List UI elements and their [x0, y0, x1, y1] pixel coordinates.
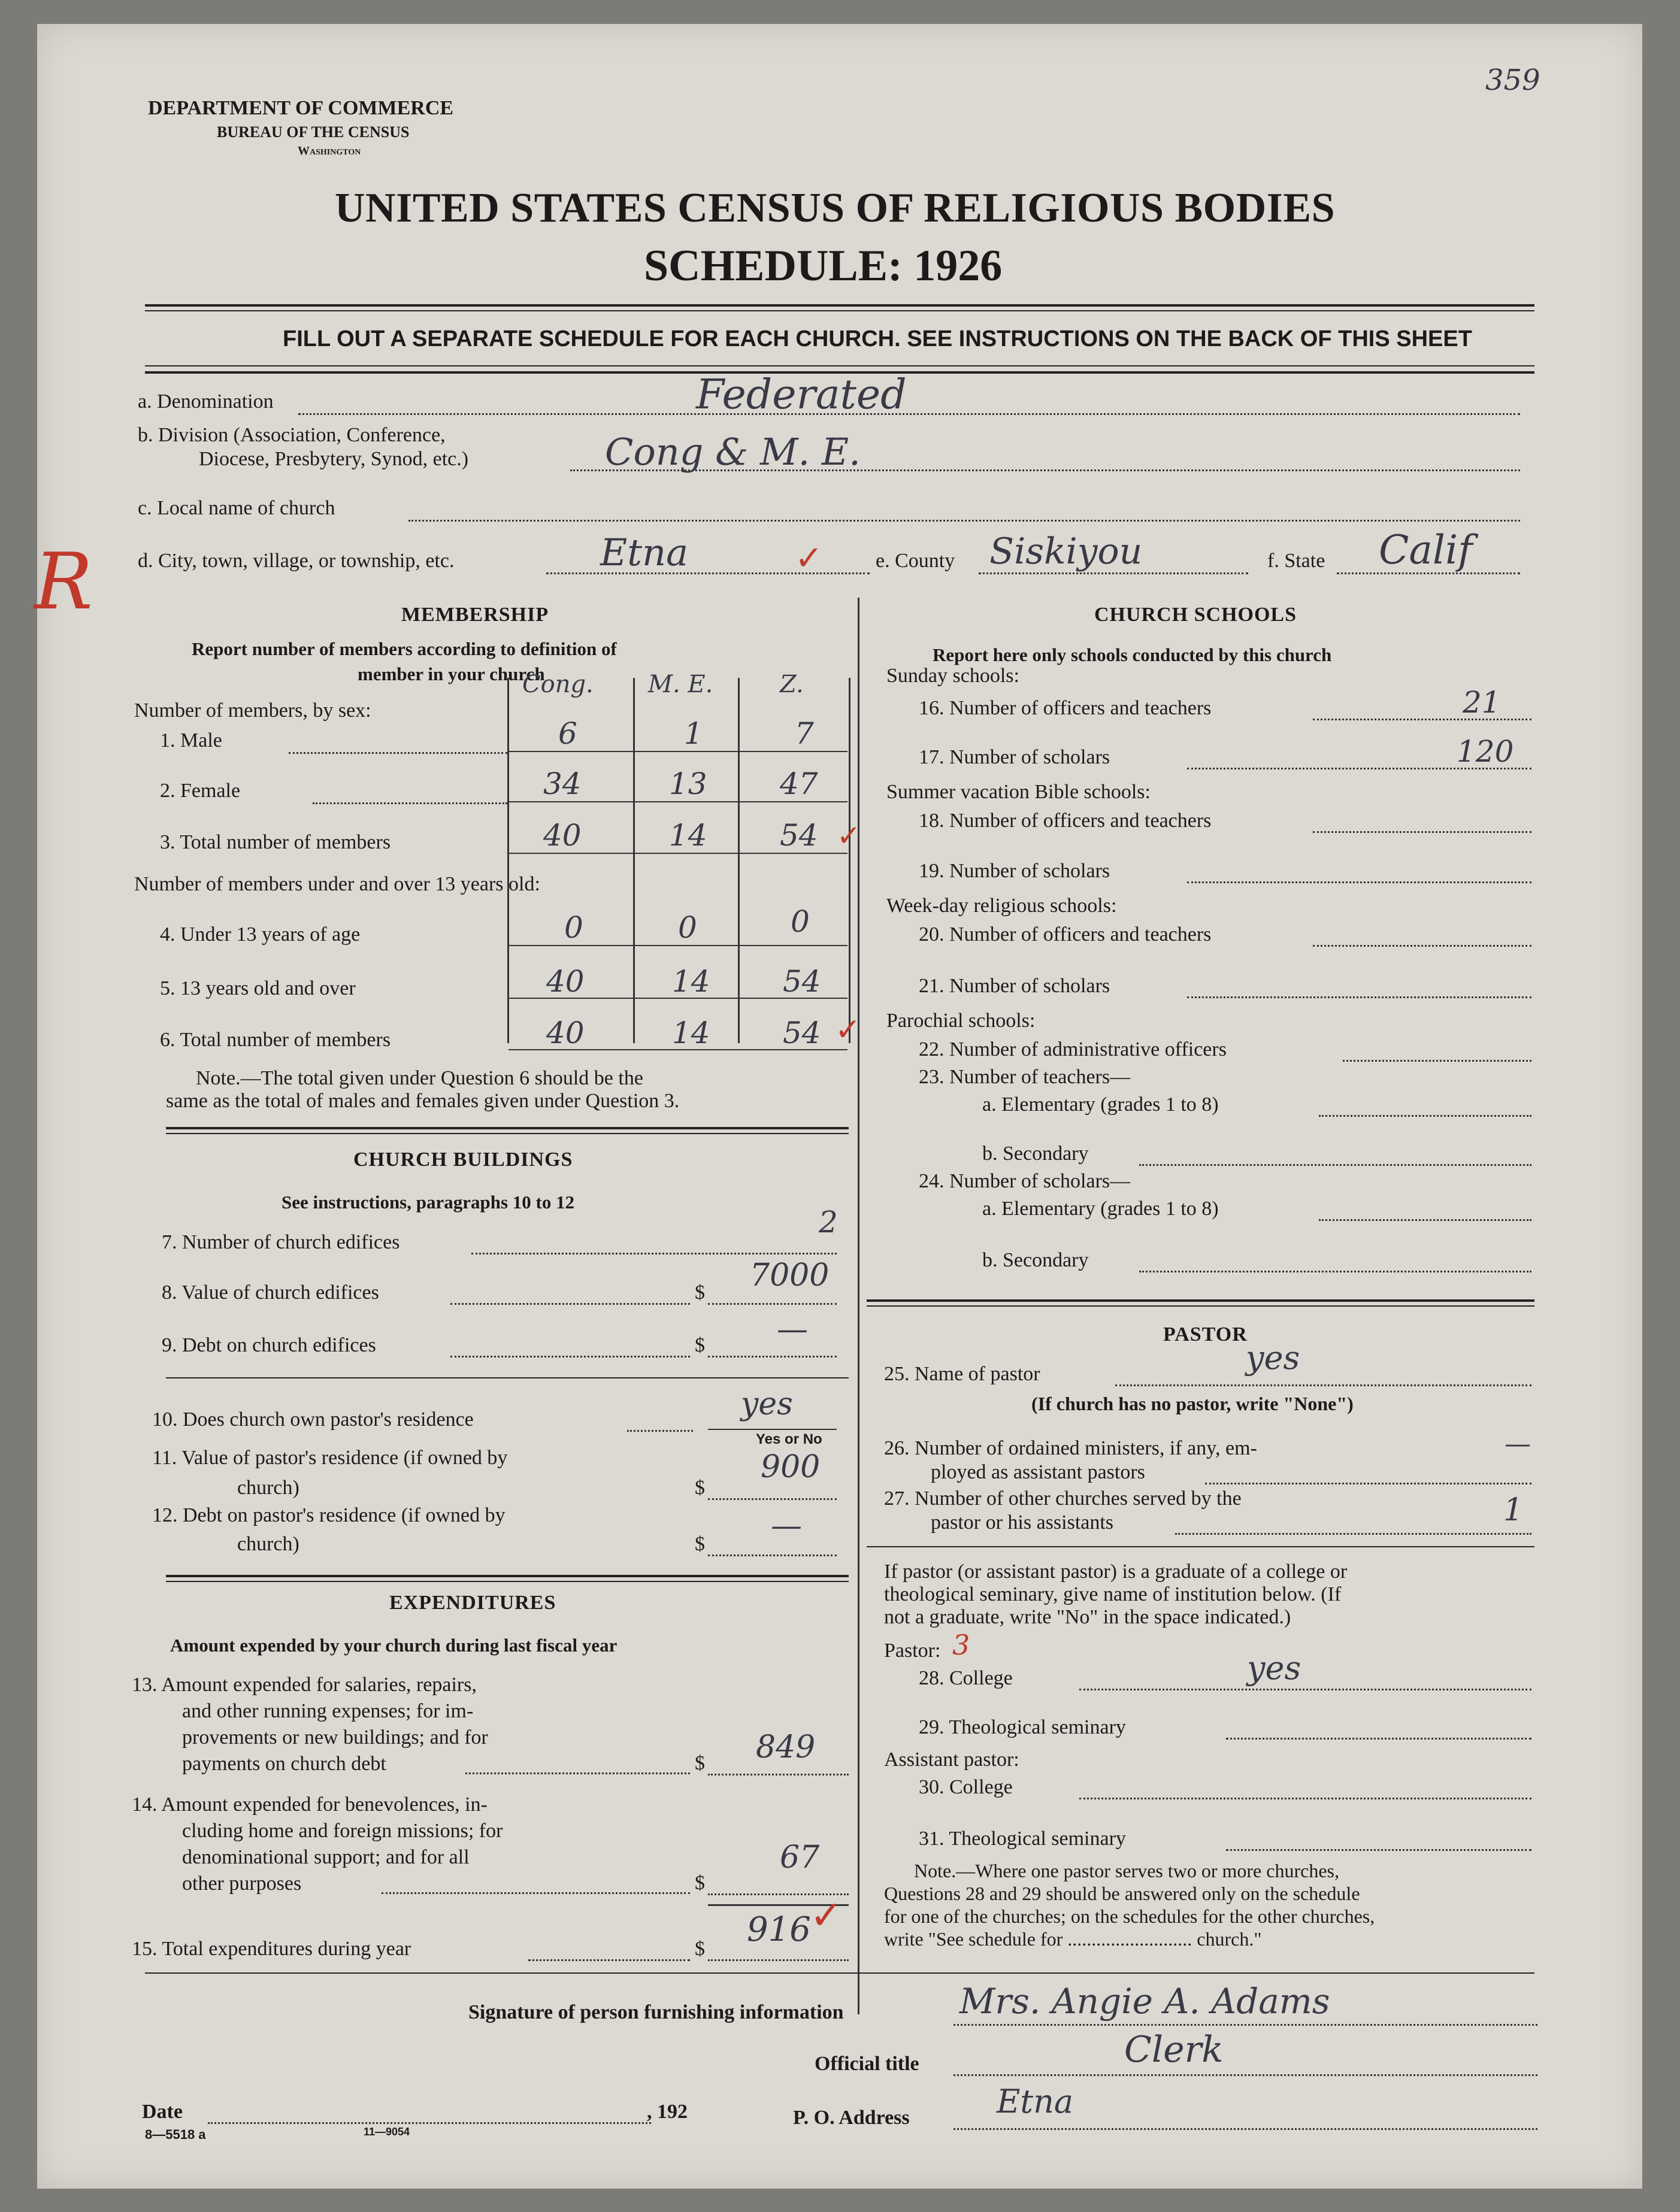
over-13-total[interactable]: 54 [783, 964, 821, 999]
male-total[interactable]: 7 [795, 716, 814, 751]
division-label-line2: Diocese, Presbytery, Synod, etc.) [199, 448, 469, 470]
q11-dollar: $ [695, 1477, 705, 1499]
q29-label: 29. Theological seminary [919, 1716, 1126, 1738]
q15-line [708, 1959, 849, 1961]
q15-dollar: $ [695, 1938, 705, 1960]
q14-line-3: denominational support; and for all [182, 1846, 470, 1868]
q30-label: 30. College [919, 1776, 1013, 1798]
print-number: 11—9054 [364, 2126, 410, 2138]
q12-label-1: 12. Debt on pastor's residence (if owned by [152, 1504, 505, 1526]
expenditures-subheading: Amount expended by your church during last fiscal year [170, 1635, 617, 1656]
bureau-city: Washington [298, 144, 361, 157]
schools-subheading: Report here only schools conducted by this church [933, 644, 1332, 665]
county-value[interactable]: Siskiyou [989, 531, 1143, 572]
q24b-label: b. Secondary [982, 1249, 1089, 1271]
q13-dollar: $ [695, 1752, 705, 1774]
signature-line [953, 2024, 1537, 2026]
q23-label: 23. Number of teachers— [919, 1066, 1131, 1088]
pastor-divider [867, 1546, 1534, 1547]
q11-label-1: 11. Value of pastor's residence (if owned by [152, 1447, 508, 1469]
date-line [208, 2122, 651, 2124]
q15-label: 15. Total expenditures during year [132, 1938, 411, 1960]
parochial-schools-label: Parochial schools: [886, 1010, 1036, 1032]
male-label: 1. Male [160, 729, 222, 752]
q16-label: 16. Number of officers and teachers [919, 697, 1212, 719]
schools-end-rule-thin [867, 1305, 1534, 1307]
q25-value[interactable]: yes [1246, 1339, 1300, 1377]
q20-line [1313, 945, 1531, 947]
column-divider [858, 598, 859, 2014]
red-pastor-mark: 3 [952, 1629, 970, 1661]
q13-line-2: and other running expenses; for im- [182, 1700, 474, 1722]
date-label: Date [142, 2101, 183, 2123]
membership-col-line-2 [633, 678, 635, 1043]
q25-line [1115, 1384, 1531, 1386]
q18-label: 18. Number of officers and teachers [919, 810, 1212, 832]
signature-value[interactable]: Mrs. Angie A. Adams [959, 1981, 1330, 2022]
col-header-cong: Cong. [522, 671, 594, 698]
division-value[interactable]: Cong & M. E. [605, 430, 861, 474]
buildings-heading: CHURCH BUILDINGS [353, 1149, 573, 1171]
q8-label: 8. Value of church edifices [162, 1281, 379, 1304]
schools-heading: CHURCH SCHOOLS [1094, 604, 1297, 626]
total-members-total[interactable]: 54 [780, 818, 818, 853]
official-title-line [953, 2074, 1537, 2076]
q24a-line [1319, 1219, 1531, 1221]
membership-col-line-3 [738, 678, 740, 1043]
q26-label-1: 26. Number of ordained ministers, if any, em- [884, 1437, 1257, 1459]
q7-label: 7. Number of church edifices [162, 1231, 400, 1253]
date-year: , 192 [647, 2101, 688, 2123]
state-label: f. State [1267, 550, 1325, 572]
total-members-6-label: 6. Total number of members [160, 1029, 391, 1051]
summer-schools-label: Summer vacation Bible schools: [886, 781, 1151, 803]
division-label-line1: b. Division (Association, Conference, [138, 424, 446, 446]
schedule-title: SCHEDULE: 1926 [644, 241, 1003, 290]
q25-label: 25. Name of pastor [884, 1363, 1040, 1385]
weekday-schools-label: Week-day religious schools: [886, 895, 1117, 917]
under-13-total[interactable]: 0 [791, 904, 810, 939]
q10-dots [627, 1430, 693, 1432]
city-value[interactable]: Etna [600, 531, 689, 574]
q11-line [708, 1498, 837, 1500]
po-address-line [953, 2128, 1537, 2130]
q12-value[interactable]: — [771, 1508, 802, 1544]
q13-line [708, 1774, 849, 1775]
q10-label: 10. Does church own pastor's residence [152, 1408, 474, 1431]
bureau-name: BUREAU OF THE CENSUS [217, 123, 410, 141]
sunday-schools-label: Sunday schools: [886, 665, 1019, 687]
form-title: UNITED STATES CENSUS OF RELIGIOUS BODIES [335, 185, 1336, 231]
buildings-subheading: See instructions, paragraphs 10 to 12 [281, 1192, 575, 1213]
red-r-mark: R [34, 536, 93, 627]
q23a-line [1319, 1115, 1531, 1117]
q26-line [1205, 1483, 1531, 1484]
q16-value[interactable]: 21 [1463, 685, 1501, 720]
q15-dots [528, 1959, 690, 1961]
q9-line [708, 1356, 837, 1357]
q7-line [471, 1253, 837, 1255]
po-address-value[interactable]: Etna [997, 2083, 1074, 2120]
q24a-label: a. Elementary (grades 1 to 8) [982, 1198, 1219, 1220]
female-label: 2. Female [160, 780, 241, 802]
official-title-label: Official title [815, 2053, 919, 2075]
q11-label-2: church) [237, 1477, 299, 1499]
pastor-note-4: write "See schedule for .......................... church." [884, 1928, 1262, 1950]
graduate-instruction-2: theological seminary, give name of institution below. (If [884, 1583, 1342, 1605]
q13-line-4: payments on church debt [182, 1753, 386, 1775]
q13-dots [465, 1772, 690, 1774]
q27-label-2: pastor or his assistants [931, 1511, 1114, 1534]
city-label: d. City, town, village, or township, etc. [138, 550, 455, 572]
q8-dollar: $ [695, 1281, 705, 1304]
under-13-underline [508, 945, 847, 946]
instruction-line: FILL OUT A SEPARATE SCHEDULE FOR EACH CHURCH. SEE INSTRUCTIONS ON THE BACK OF THIS SHEET [283, 326, 1472, 352]
over-13-cong[interactable]: 40 [546, 964, 585, 999]
red-check-total-1: ✓ [837, 820, 861, 852]
membership-col-line-1 [507, 678, 509, 1043]
membership-note-1: Note.—The total given under Question 6 should be the [196, 1067, 643, 1089]
under-13-me[interactable]: 0 [678, 910, 697, 945]
q26-label-2: ployed as assistant pastors [931, 1461, 1145, 1483]
over-13-me[interactable]: 14 [672, 964, 710, 999]
col-header-me: M. E. [648, 671, 713, 698]
age-heading: Number of members under and over 13 years old: [134, 873, 540, 895]
membership-subheading-2: member in your church [358, 663, 545, 684]
total-members-label: 3. Total number of members [160, 831, 391, 853]
assistant-pastor-subheading: Assistant pastor: [884, 1749, 1019, 1771]
department-name: DEPARTMENT OF COMMERCE [148, 97, 454, 119]
q9-dots [450, 1356, 690, 1357]
over-13-label: 5. 13 years old and over [160, 977, 356, 999]
q27-value[interactable]: 1 [1503, 1492, 1524, 1528]
denomination-value[interactable]: Federated [696, 371, 907, 419]
q12-dollar: $ [695, 1533, 705, 1555]
membership-subheading-1: Report number of members according to definition of [192, 638, 617, 659]
q31-label: 31. Theological seminary [919, 1828, 1126, 1850]
total-members-6-total[interactable]: 54 [783, 1016, 821, 1050]
q9-label: 9. Debt on church edifices [162, 1334, 376, 1356]
q21-line [1187, 996, 1531, 998]
q10-value[interactable]: yes [741, 1386, 793, 1422]
po-address-label: P. O. Address [793, 2107, 910, 2129]
local-name-label: c. Local name of church [138, 497, 335, 519]
header-rule-bottom [145, 365, 1534, 366]
male-cong[interactable]: 6 [558, 716, 577, 751]
members-by-sex-label: Number of members, by sex: [134, 699, 371, 722]
signature-label: Signature of person furnishing information [468, 2001, 844, 2023]
q27-label-1: 27. Number of other churches served by the [884, 1487, 1242, 1510]
total-members-underline [508, 853, 847, 854]
pastor-note-3: for one of the churches; on the schedules for the other churches, [884, 1905, 1375, 1927]
q8-line [708, 1303, 837, 1305]
q15-value[interactable]: 916 [747, 1910, 811, 1949]
female-cong[interactable]: 34 [543, 766, 582, 801]
q10-line [708, 1429, 837, 1430]
q14-line-2: cluding home and foreign missions; for [182, 1820, 503, 1842]
q14-label [132, 1792, 503, 1897]
female-total[interactable]: 47 [780, 766, 818, 801]
q23b-line [1139, 1164, 1531, 1166]
q13-label [132, 1672, 488, 1777]
red-check-mark: ✓ [795, 540, 823, 577]
q14-dollar: $ [695, 1872, 705, 1894]
pastor-note-2: Questions 28 and 29 should be answered only on the schedule [884, 1883, 1360, 1904]
total-members-cong[interactable]: 40 [543, 818, 582, 853]
buildings-end-rule-thin [166, 1581, 849, 1582]
signature-rule [145, 1972, 1534, 1974]
q12-line [708, 1555, 837, 1556]
male-me[interactable]: 1 [684, 716, 703, 751]
q12-label-2: church) [237, 1533, 299, 1555]
local-name-line [408, 520, 1520, 522]
under-13-cong[interactable]: 0 [564, 910, 583, 945]
total-members-6-cong[interactable]: 40 [546, 1016, 585, 1050]
denomination-line [298, 413, 1520, 415]
q24b-line [1139, 1271, 1531, 1272]
q29-line [1226, 1738, 1531, 1740]
q13-value[interactable]: 849 [756, 1729, 816, 1765]
q9-dollar: $ [695, 1334, 705, 1356]
q14-line-1: 14. Amount expended for benevolences, in- [132, 1793, 488, 1816]
graduate-instruction-1: If pastor (or assistant pastor) is a graduate of a college or [884, 1560, 1348, 1583]
q14-value[interactable]: 67 [780, 1840, 820, 1875]
q14-line-4: other purposes [182, 1872, 302, 1895]
graduate-instruction-3: not a graduate, write "No" in the space indicated.) [884, 1606, 1291, 1628]
denomination-label: a. Denomination [138, 390, 274, 413]
q19-line [1187, 881, 1531, 883]
membership-end-rule-thin [166, 1133, 849, 1134]
col-header-z: Z. [780, 671, 804, 698]
state-value[interactable]: Calif [1379, 527, 1473, 573]
q28-label: 28. College [919, 1667, 1013, 1689]
header-rule-top-thin [145, 310, 1534, 311]
county-label: e. County [876, 550, 955, 572]
membership-heading: MEMBERSHIP [401, 604, 549, 626]
female-dots [313, 802, 507, 804]
q24-label: 24. Number of scholars— [919, 1170, 1131, 1192]
county-line [979, 572, 1248, 574]
pastor-heading: PASTOR [1163, 1323, 1248, 1346]
q30-line [1079, 1798, 1531, 1799]
q17-value[interactable]: 120 [1457, 734, 1514, 769]
male-dots [289, 752, 507, 754]
total-members-me[interactable]: 14 [669, 818, 707, 853]
q20-label: 20. Number of officers and teachers [919, 923, 1212, 946]
pastor-note-1: Note.—Where one pastor serves two or more churches, [914, 1860, 1339, 1881]
q31-line [1226, 1849, 1531, 1851]
q13-line-1: 13. Amount expended for salaries, repairs, [132, 1674, 477, 1696]
red-check-expenditure: ✓ [810, 1894, 843, 1938]
official-title-value[interactable]: Clerk [1124, 2029, 1224, 2071]
q26-value[interactable]: — [1505, 1429, 1531, 1459]
form-number: 8—5518 a [145, 2127, 206, 2142]
q14-dots [382, 1892, 690, 1894]
q22-line [1343, 1060, 1531, 1062]
expenditures-heading: EXPENDITURES [389, 1592, 556, 1614]
q17-label: 17. Number of scholars [919, 746, 1110, 768]
q9-value[interactable]: — [777, 1311, 808, 1347]
page-number: 359 [1485, 63, 1540, 97]
membership-end-rule [166, 1127, 849, 1129]
q10-hint: Yes or No [756, 1431, 822, 1447]
total-members-6-me[interactable]: 14 [672, 1016, 710, 1050]
schools-end-rule [867, 1299, 1534, 1302]
header-rule-top [145, 304, 1534, 307]
buildings-divider [166, 1377, 849, 1378]
q28-value[interactable]: yes [1247, 1649, 1301, 1687]
q19-label: 19. Number of scholars [919, 860, 1110, 882]
pastor-subheading: Pastor: [884, 1640, 941, 1662]
q8-dots [450, 1303, 690, 1305]
under-13-label: 4. Under 13 years of age [160, 923, 361, 946]
q23b-label: b. Secondary [982, 1143, 1089, 1165]
q11-value[interactable]: 900 [761, 1449, 821, 1485]
q22-label: 22. Number of administrative officers [919, 1038, 1227, 1060]
census-schedule-sheet [34, 24, 1642, 2189]
q25-hint: (If church has no pastor, write "None") [1031, 1393, 1354, 1414]
q28-line [1079, 1689, 1531, 1690]
membership-note-2: same as the total of males and females given under Question 3. [166, 1090, 680, 1112]
female-underline [508, 801, 847, 802]
q7-value[interactable]: 2 [819, 1205, 838, 1240]
q23a-label: a. Elementary (grades 1 to 8) [982, 1093, 1219, 1116]
q27-line [1175, 1533, 1531, 1535]
q18-line [1313, 831, 1531, 833]
red-check-total-2: ✓ [835, 1013, 861, 1047]
male-underline [508, 751, 847, 752]
buildings-end-rule [166, 1575, 849, 1577]
female-me[interactable]: 13 [669, 766, 707, 801]
q13-line-3: provements or new buildings; and for [182, 1726, 488, 1749]
membership-col-line-4 [849, 678, 850, 1043]
q21-label: 21. Number of scholars [919, 975, 1110, 997]
q8-value[interactable]: 7000 [750, 1257, 830, 1293]
